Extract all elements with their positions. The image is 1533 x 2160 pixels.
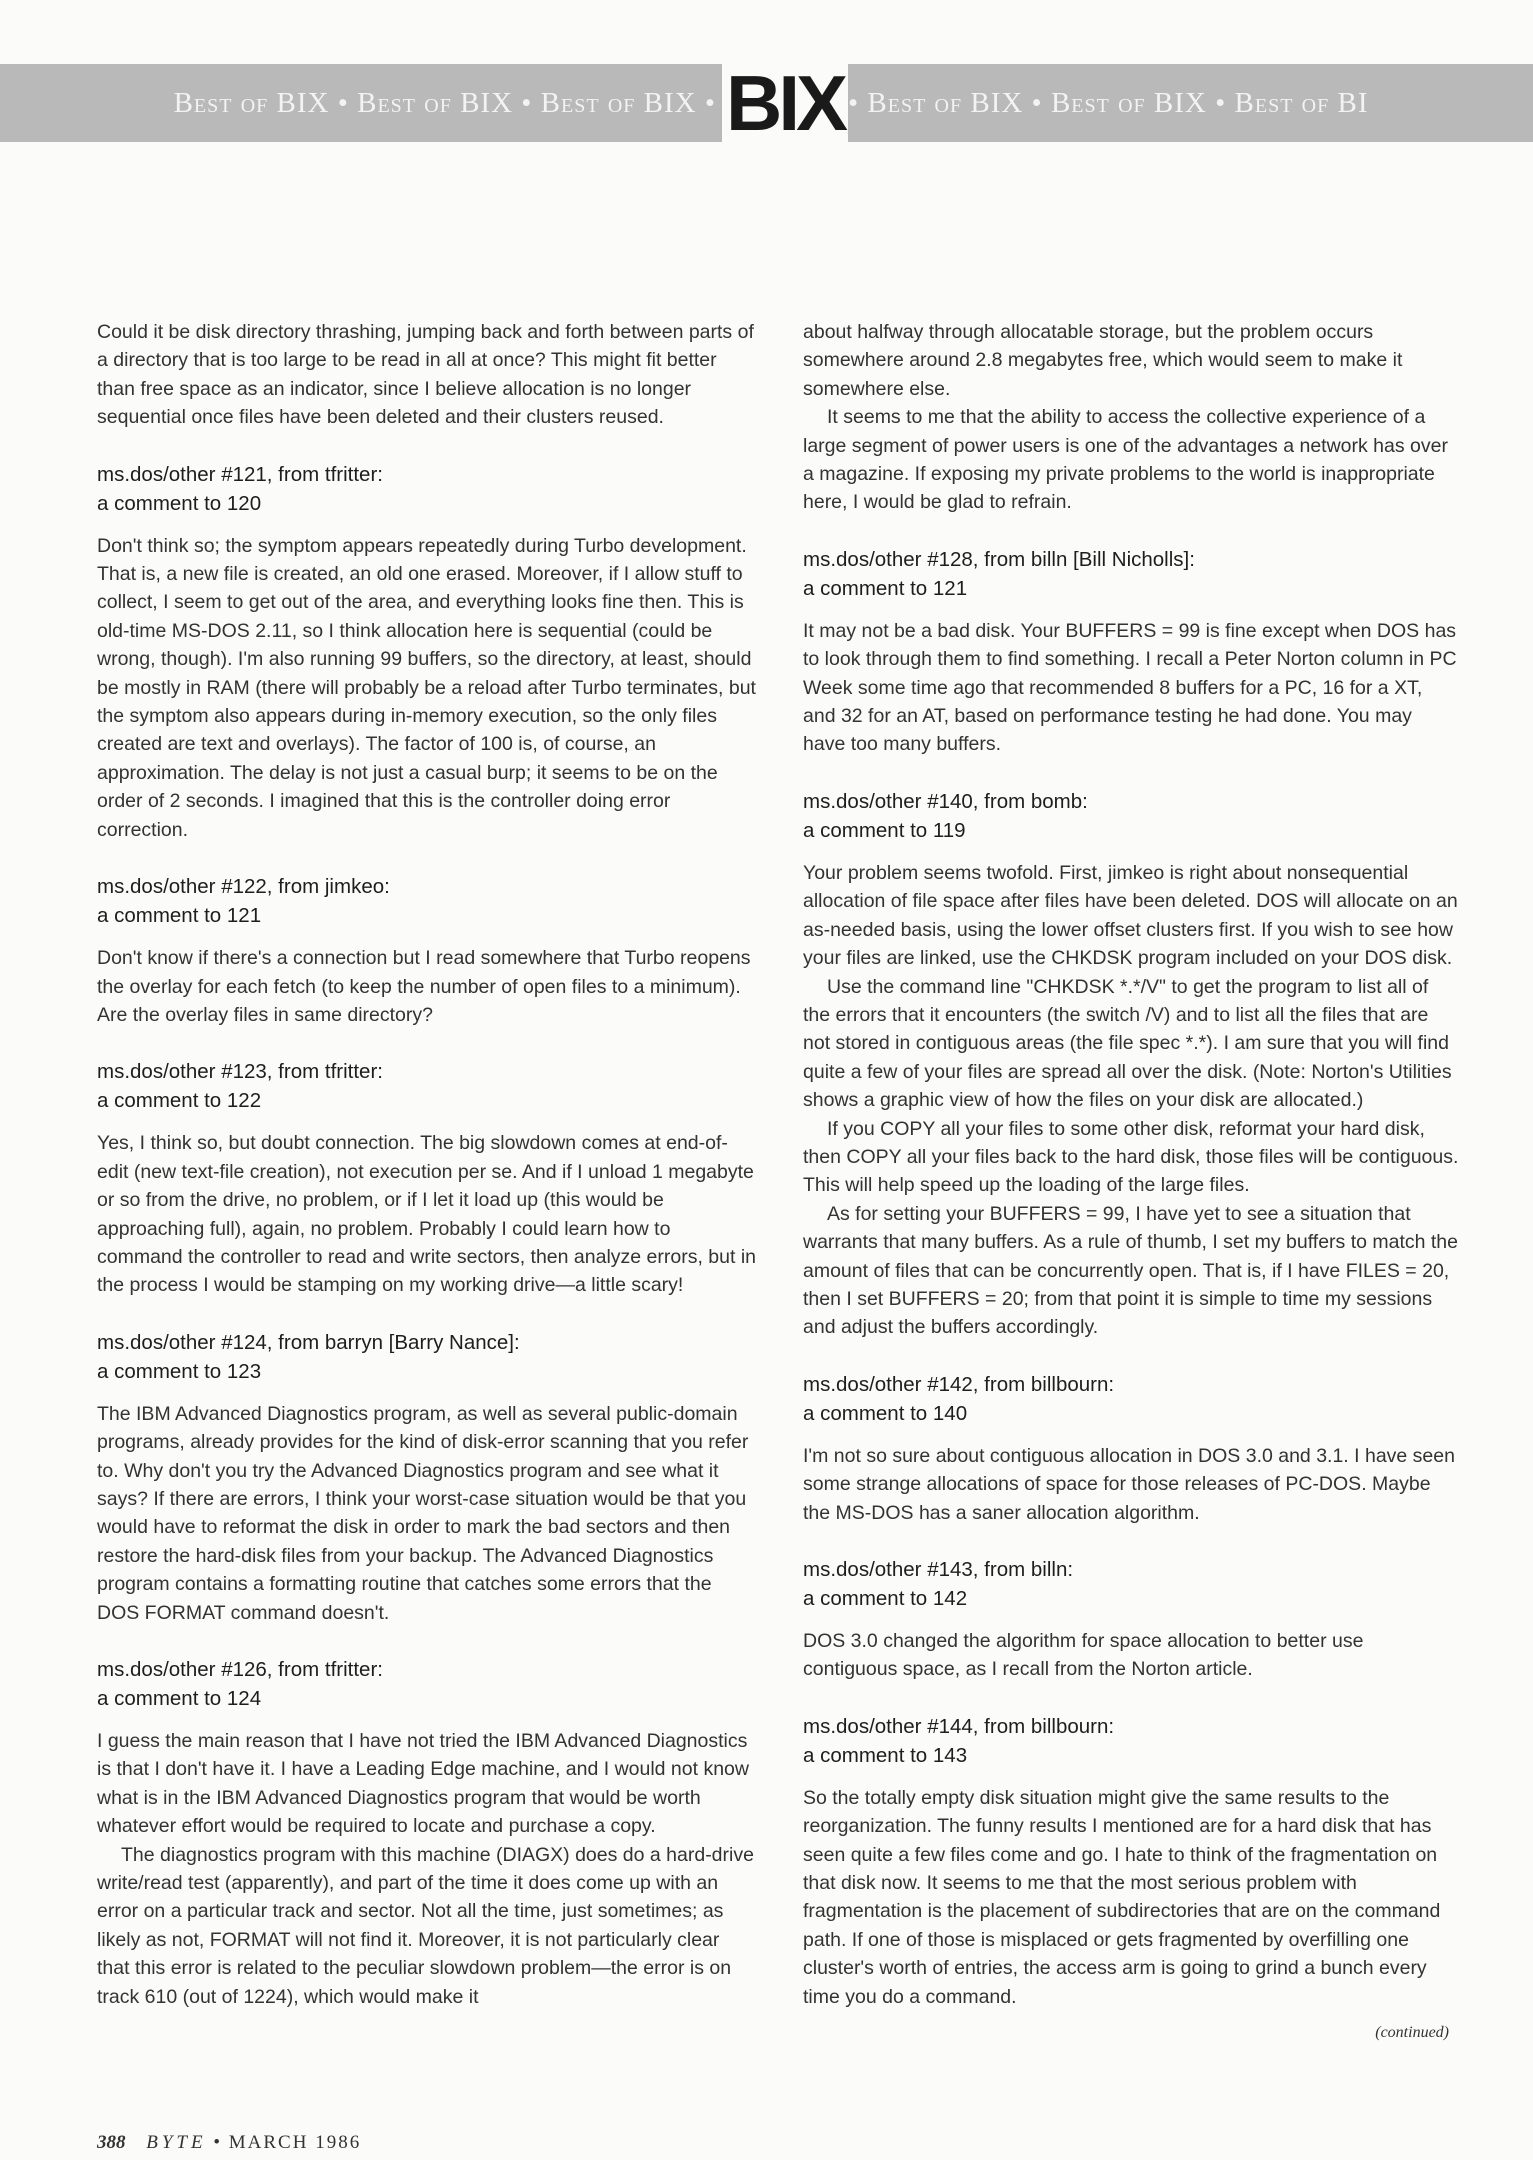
message-body: Yes, I think so, but doubt connection. The big slowdown comes at end-of-edit (new text-file creation), not execution per se. And if I unload 1 megabyte or so from the drive, no problem, or if I let it load up (this would be approaching full), again, no problem. Probably I could learn how to command the controller to read and write sectors, then analyze errors, but in the process I would be stamping on my working drive—a little scary! xyxy=(97,1132,756,1297)
message-title: ms.dos/other #144, from billbourn: xyxy=(803,1714,1115,1738)
issue-date: • MARCH 1986 xyxy=(213,2132,362,2153)
paragraph: about halfway through allocatable storage, but the problem occurs somewhere around 2.8 megabytes free, which would seem to make it somewhere else. xyxy=(803,321,1403,400)
paragraph: Could it be disk directory thrashing, jumping back and forth between parts of a directory that is too large to be read in all at once? This might fit better than free space as an indicator, since I believe allocation is no longer sequential once files have been deleted and their clusters reused. xyxy=(97,321,754,429)
message-body: I'm not so sure about contiguous allocation in DOS 3.0 and 3.1. I have seen some strange allocations of space for those releases of PC-DOS. Maybe the MS-DOS has a saner allocation algorithm. xyxy=(803,1444,1455,1524)
message-reply-to: a comment to 142 xyxy=(803,1587,968,1610)
message-title: ms.dos/other #122, from jimkeo: xyxy=(97,875,390,899)
message-reply-to: a comment to 119 xyxy=(803,818,966,842)
message-reply-to: a comment to 121 xyxy=(97,904,262,928)
message-reply-to: a comment to 140 xyxy=(803,1401,968,1425)
message-title: ms.dos/other #123, from tfritter: xyxy=(97,1060,383,1084)
message-header xyxy=(97,460,757,518)
message-reply-to: a comment to 124 xyxy=(97,1687,262,1710)
message-body: As for setting your BUFFERS = 99, I have yet to see a situation that warrants that many buffers. As a rule of thumb, I set my buffers to match the amount of files that can be concurrently open. That is, if I have FILES = 20, then I set BUFFERS = 20; from that point it is simple to time my sessions and adjust the buffers accordingly. xyxy=(803,1202,1459,1339)
message-header xyxy=(97,1655,757,1713)
message-body: Use the command line "CHKDSK *.*/V" to get the program to list all of the errors that it encounters (the switch /V) and to list all the files that are not stored in contiguous areas (the file spec *.*). I am sure that you will find quite a few of your files are spread all over the disk. (Note: Norton's Utilities shows a graphic view of how the files on your disk are allocated.) xyxy=(803,975,1452,1112)
message-header xyxy=(803,1555,1459,1613)
message-reply-to: a comment to 121 xyxy=(803,576,968,600)
best-of-bix-banner xyxy=(0,59,1533,147)
message-title: ms.dos/other #124, from barryn [Barry Nance]: xyxy=(97,1330,520,1354)
page-number: 388 xyxy=(97,2132,126,2153)
message-body: The diagnostics program with this machine (DIAGX) does do a hard-drive write/read test (apparently), and part of the time it does come up with an error on a particular track and sector. Not all the time, just sometimes; as likely as not, FORMAT will not find it. Moreover, it is not particularly clear that this error is related to the peculiar slowdown problem—the error is on track 610 (out of 1224), which would make it xyxy=(97,1843,754,2008)
message-title: ms.dos/other #121, from tfritter: xyxy=(97,462,383,486)
message-header xyxy=(803,1370,1459,1428)
message-title: ms.dos/other #143, from billn: xyxy=(803,1558,1074,1581)
banner-right-text: • Best of BIX • Best of BIX • Best of BI xyxy=(848,87,1369,119)
right-column xyxy=(803,318,1459,2047)
message-header xyxy=(97,1057,757,1115)
paragraph: It seems to me that the ability to access the collective experience of a large segment of power users is one of the advantages a network has over a magazine. If exposing my private problems to the world is inappropriate here, I would be glad to refrain. xyxy=(803,406,1448,514)
message-reply-to: a comment to 120 xyxy=(97,491,262,515)
page-footer xyxy=(97,2132,361,2154)
left-column xyxy=(97,318,757,2011)
bix-logo: BIX xyxy=(722,58,848,148)
message-title: ms.dos/other #128, from billn [Bill Nicholls]: xyxy=(803,547,1195,571)
message-reply-to: a comment to 123 xyxy=(97,1359,262,1383)
message-body: Your problem seems twofold. First, jimkeo is right about nonsequential allocation of file space after files have been deleted. DOS will allocate on an as-needed basis, using the lower offset clusters first. If you wish to see how your files are linked, use the CHKDSK program included on your DOS disk. xyxy=(803,861,1458,970)
message-body: Don't know if there's a connection but I read somewhere that Turbo reopens the overlay for each fetch (to keep the number of open files to a minimum). Are the overlay files in same directory? xyxy=(97,947,751,1026)
message-title: ms.dos/other #140, from bomb: xyxy=(803,789,1088,813)
banner-left-text: Best of BIX • Best of BIX • Best of BIX • xyxy=(173,87,716,119)
message-body: It may not be a bad disk. Your BUFFERS = 99 is fine except when DOS has to look through them to find something. I recall a Peter Norton column in PC Week some time ago that recommended 8 buffers for a PC, 16 for a XT, and 32 for an AT, based on performance testing he had done. You may have too many buffers. xyxy=(803,619,1457,756)
message-body: Don't think so; the symptom appears repeatedly during Turbo development. That is, a new file is created, an old one erased. Moreover, if I allow stuff to collect, I seem to get out of the area, and everything looks fine then. This is old-time MS-DOS 2.11, so I think allocation here is sequential (could be wrong, though). I'm also running 99 buffers, so the directory, at least, should be mostly in RAM (there will probably be a reload after Turbo terminates, but the symptom also appears during in-memory execution, so the only files created are text and overlays). The factor of 100 is, of course, an approximation. The delay is not just a casual burp; it seems to be on the order of 2 seconds. I imagined that this is the controller doing error correction. xyxy=(97,534,756,841)
message-header xyxy=(97,1328,757,1386)
message-header xyxy=(97,872,757,930)
message-body: The IBM Advanced Diagnostics program, as well as several public-domain programs, already provides for the kind of disk-error scanning that you refer to. Why don't you try the Advanced Diagnostics program and see what it says? If there are errors, I think your worst-case situation would be that you would have to reformat the disk in order to mark the bad sectors and then restore the hard-disk files from your backup. The Advanced Diagnostics program contains a formatting routine that catches some errors that the DOS FORMAT command doesn't. xyxy=(97,1402,749,1624)
continued-note: (continued) xyxy=(1375,2024,1449,2042)
message-header xyxy=(803,545,1459,603)
message-reply-to: a comment to 143 xyxy=(803,1743,968,1767)
message-header xyxy=(803,787,1459,845)
message-header xyxy=(803,1712,1459,1770)
message-title: ms.dos/other #126, from tfritter: xyxy=(97,1658,383,1681)
message-body: If you COPY all your files to some other disk, reformat your hard disk, then COPY all your files back to the hard disk, those files will be contiguous. This will help speed up the loading of the large files. xyxy=(803,1117,1459,1197)
message-reply-to: a comment to 122 xyxy=(97,1089,262,1113)
message-body: So the totally empty disk situation might give the same results to the reorganization. The funny results I mentioned are for a hard disk that has seen quite a few files come and go. I hate to think of the fragmentation on that disk now. It seems to me that the most serious problem with fragmentation is the placement of subdirectories that are on the command path. If one of those is misplaced or gets fragmented by overfilling one cluster's worth of entries, the access arm is going to grind a bunch every time you do a command. xyxy=(803,1786,1441,2008)
message-body: I guess the main reason that I have not tried the IBM Advanced Diagnostics is that I don't have it. I have a Leading Edge machine, and I would not know what is in the IBM Advanced Diagnostics program that would be worth whatever effort would be required to locate and purchase a copy. xyxy=(97,1730,749,1838)
magazine-name: BYTE xyxy=(146,2132,207,2153)
message-body: DOS 3.0 changed the algorithm for space allocation to better use contiguous space, as I recall from the Norton article. xyxy=(803,1630,1364,1681)
message-title: ms.dos/other #142, from billbourn: xyxy=(803,1372,1115,1396)
